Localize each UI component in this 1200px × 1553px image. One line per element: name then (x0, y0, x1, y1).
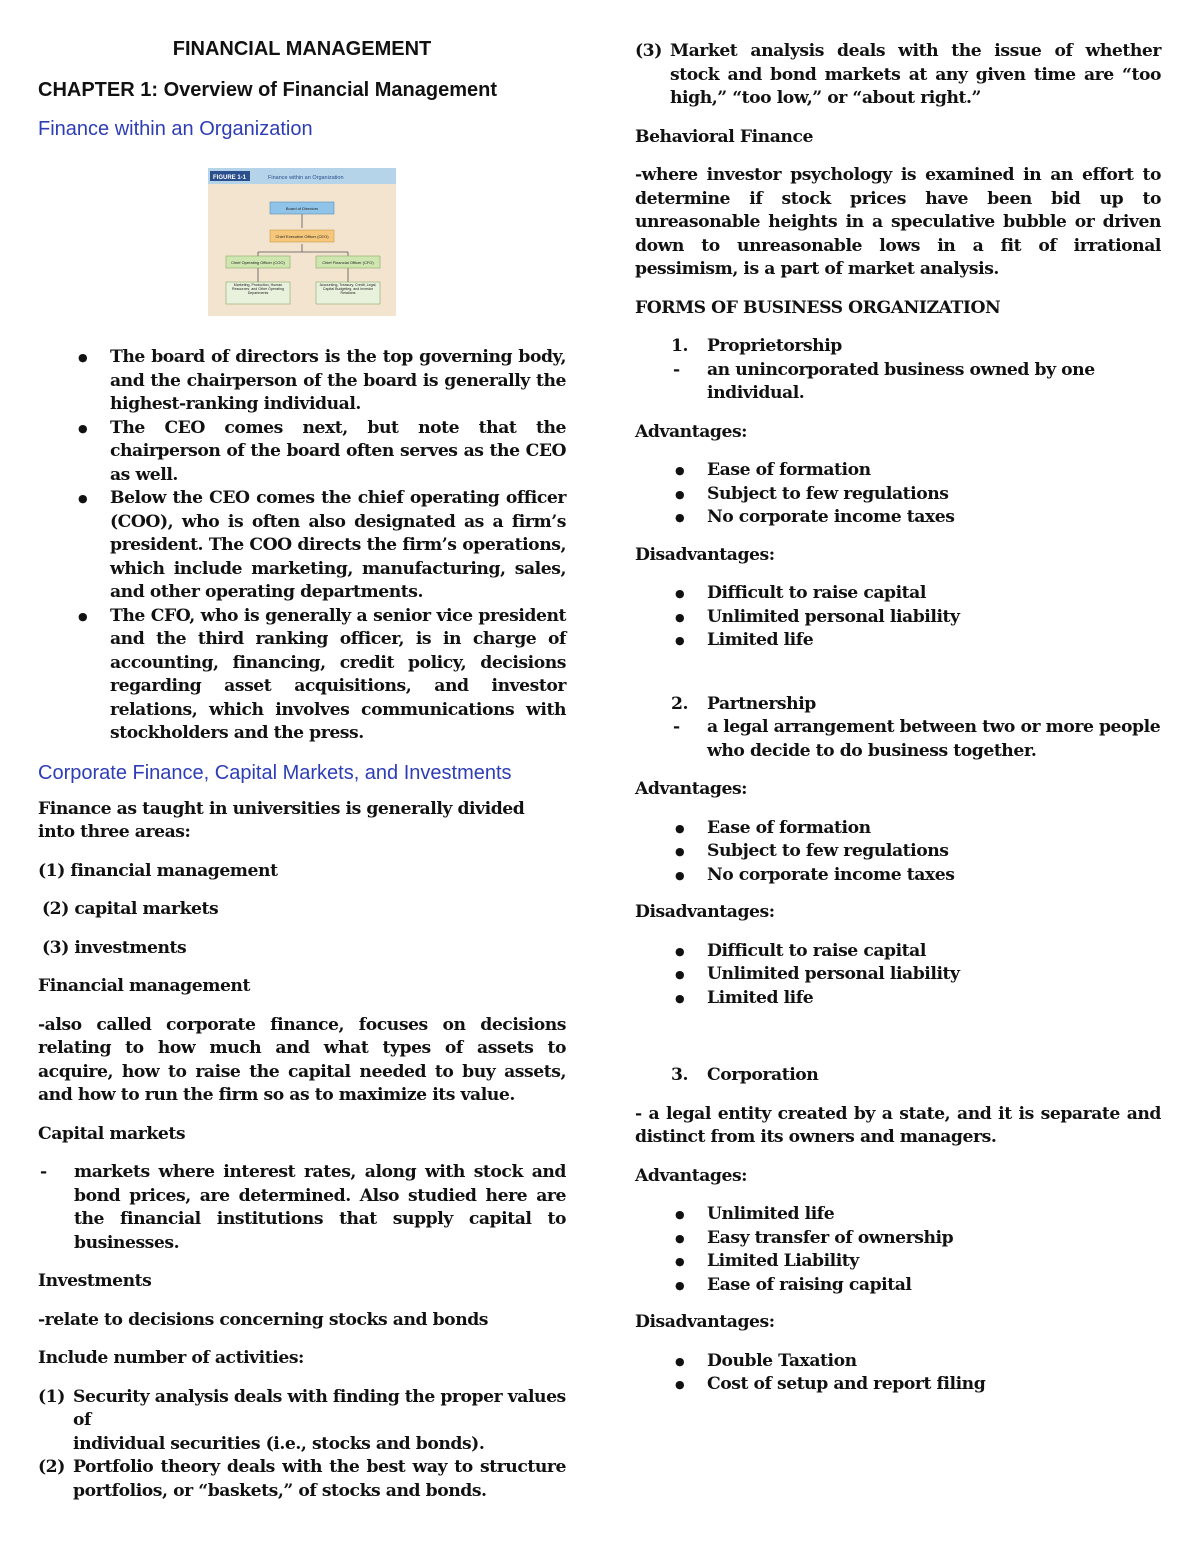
investments-title: Investments (38, 1271, 152, 1291)
list-item: ● Easy transfer of ownership (635, 1227, 1161, 1251)
forms-heading: FORMS OF BUSINESS ORGANIZATION (635, 297, 1001, 318)
list-item: ● Unlimited life (635, 1203, 1161, 1227)
svg-text:Chief Operating Officer (COO): Chief Operating Officer (COO) (231, 260, 285, 265)
financial-management-title: Financial management (38, 976, 250, 996)
financial-management-text: -also called corporate finance, focuses on decisions relating to how much and what types of assets to acquire, how to raise the capital needed to buy assets, and how to run the firm so as to maximize its value. (38, 1014, 566, 1105)
disadvantages-label: Disadvantages: (635, 1312, 775, 1332)
document-title: FINANCIAL MANAGEMENT (172, 38, 432, 60)
disadvantages-list (635, 1350, 1161, 1397)
list-item: ● Difficult to raise capital (635, 582, 1161, 606)
list-item: ● Cost of setup and report filing (635, 1373, 1161, 1397)
list-item: ● Limited life (635, 629, 1161, 653)
list-item: ● Below the CEO comes the chief operating officer (COO), who is often also designated as a firm’s president. The COO directs the firm’s operations, which include marketing, manufacturing, sales, and other operating departments. (38, 487, 566, 605)
form-title-proprietorship: 1. Proprietorship (671, 336, 842, 356)
list-item: ● Subject to few regulations (635, 483, 1161, 507)
activity-item: individual securities (i.e., stocks and bonds). (73, 1433, 485, 1454)
activity-item: (2) Portfolio theory deals with the best way to structure portfolios, or “baskets,” of stocks and bonds. (38, 1457, 566, 1501)
list-item: ● Difficult to raise capital (635, 940, 1161, 964)
list-item: ● No corporate income taxes (635, 864, 1161, 888)
advantages-list (635, 817, 1161, 888)
disadvantages-list (635, 582, 1161, 653)
behavioral-finance-text: -where investor psychology is examined in an effort to determine if stock prices have been bid up to unreasonable heights in a speculative bubble or driven down to unreasonable lows in a fit of irrational pessimism, is a part of market analysis. (635, 165, 1161, 279)
figure-caption: Finance within an Organization (268, 175, 344, 181)
org-chart-figure: FIGURE 1-1 Finance within an Organization Board of Directors Chief Executive Officer (CEO) Chief Operating Officer (COO) Chief Financial Officer (CFO) Marketing, Production, Human Resources, and Other Operating Departments Accounting, Treasury, Credit, Legal, Capital Budgeting, and Investor Relations (208, 168, 396, 316)
form-definition: - a legal arrangement between two or more people who decide to do business together. (673, 717, 1161, 761)
advantages-label: Advantages: (635, 421, 748, 442)
list-item: ● Subject to few regulations (635, 840, 1161, 864)
capital-markets-item: - markets where interest rates, along with stock and bond prices, are determined. Also studied here are the financial institutions that supply capital to businesses. (40, 1162, 566, 1253)
section-heading-organization: Finance within an Organization (38, 118, 313, 140)
svg-text:Chief Executive Officer (CEO): Chief Executive Officer (CEO) (275, 234, 329, 239)
list-item: ● The CFO, who is generally a senior vice president and the third ranking officer, is in charge of accounting, financing, credit policy, decisions regarding asset acquisitions, and investor relations, which involves communications with stockholders and the press. (38, 605, 566, 746)
behavioral-finance-title: Behavioral Finance (635, 126, 813, 147)
form-definition: - a legal entity created by a state, and it is separate and distinct from its owners and managers. (635, 1103, 1161, 1147)
list-item: ● Ease of raising capital (635, 1274, 1161, 1298)
capital-markets-text: markets where interest rates, along with stock and bond prices, are determined. Also studied here are the financial institutions that supply capital to businesses. (74, 1162, 566, 1253)
figure-label: FIGURE 1-1 (213, 175, 247, 181)
activity-item: (3) Market analysis deals with the issue of whether stock and bond markets at any given time are “too high,” “too low,” or “about right.” (635, 41, 1161, 108)
disadvantages-list (635, 940, 1161, 1011)
svg-text:Chief Financial Officer (CFO): Chief Financial Officer (CFO) (322, 260, 374, 265)
advantages-list (635, 1203, 1161, 1297)
form-title-partnership: 2. Partnership (671, 693, 816, 714)
list-item: ● Limited life (635, 987, 1161, 1011)
list-item: ● Ease of formation (635, 817, 1161, 841)
advantages-list (635, 459, 1161, 530)
left-column (38, 38, 566, 1503)
areas-intro: Finance as taught in universities is generally divided into three areas: (38, 798, 525, 842)
list-item: ● No corporate income taxes (635, 506, 1161, 530)
chapter-title: CHAPTER 1: Overview of Financial Management (38, 79, 497, 101)
list-item: ● Unlimited personal liability (635, 606, 1161, 630)
area-item: (2) capital markets (42, 899, 219, 919)
area-item: (3) investments (42, 937, 187, 958)
section-heading-areas: Corporate Finance, Capital Markets, and Investments (38, 761, 512, 784)
form-definition: - an unincorporated business owned by one individual. (673, 359, 1095, 403)
investments-text: -relate to decisions concerning stocks and bonds (38, 1309, 489, 1330)
advantages-label: Advantages: (635, 1165, 748, 1186)
advantages-label: Advantages: (635, 779, 748, 799)
list-item: ● Limited Liability (635, 1250, 1161, 1274)
area-item: (1) financial management (38, 860, 278, 881)
svg-text:Board of Directors: Board of Directors (285, 206, 319, 211)
list-item: ● Unlimited personal liability (635, 963, 1161, 987)
list-item: ● Ease of formation (635, 459, 1161, 483)
org-bullet-list (38, 346, 566, 746)
list-item: ● The board of directors is the top governing body, and the chairperson of the board is generally the highest-ranking individual. (38, 346, 566, 417)
disadvantages-label: Disadvantages: (635, 544, 775, 565)
list-item: ● Double Taxation (635, 1350, 1161, 1374)
right-column (635, 40, 1161, 1411)
form-title-corporation: 3. Corporation (671, 1065, 819, 1085)
activities-title: Include number of activities: (38, 1348, 304, 1368)
activity-item: (1) Security analysis deals with finding the proper values of (38, 1386, 566, 1430)
list-item: ● The CEO comes next, but note that the chairperson of the board often serves as the CEO as well. (38, 417, 566, 488)
disadvantages-label: Disadvantages: (635, 902, 775, 922)
capital-markets-title: Capital markets (38, 1123, 186, 1144)
